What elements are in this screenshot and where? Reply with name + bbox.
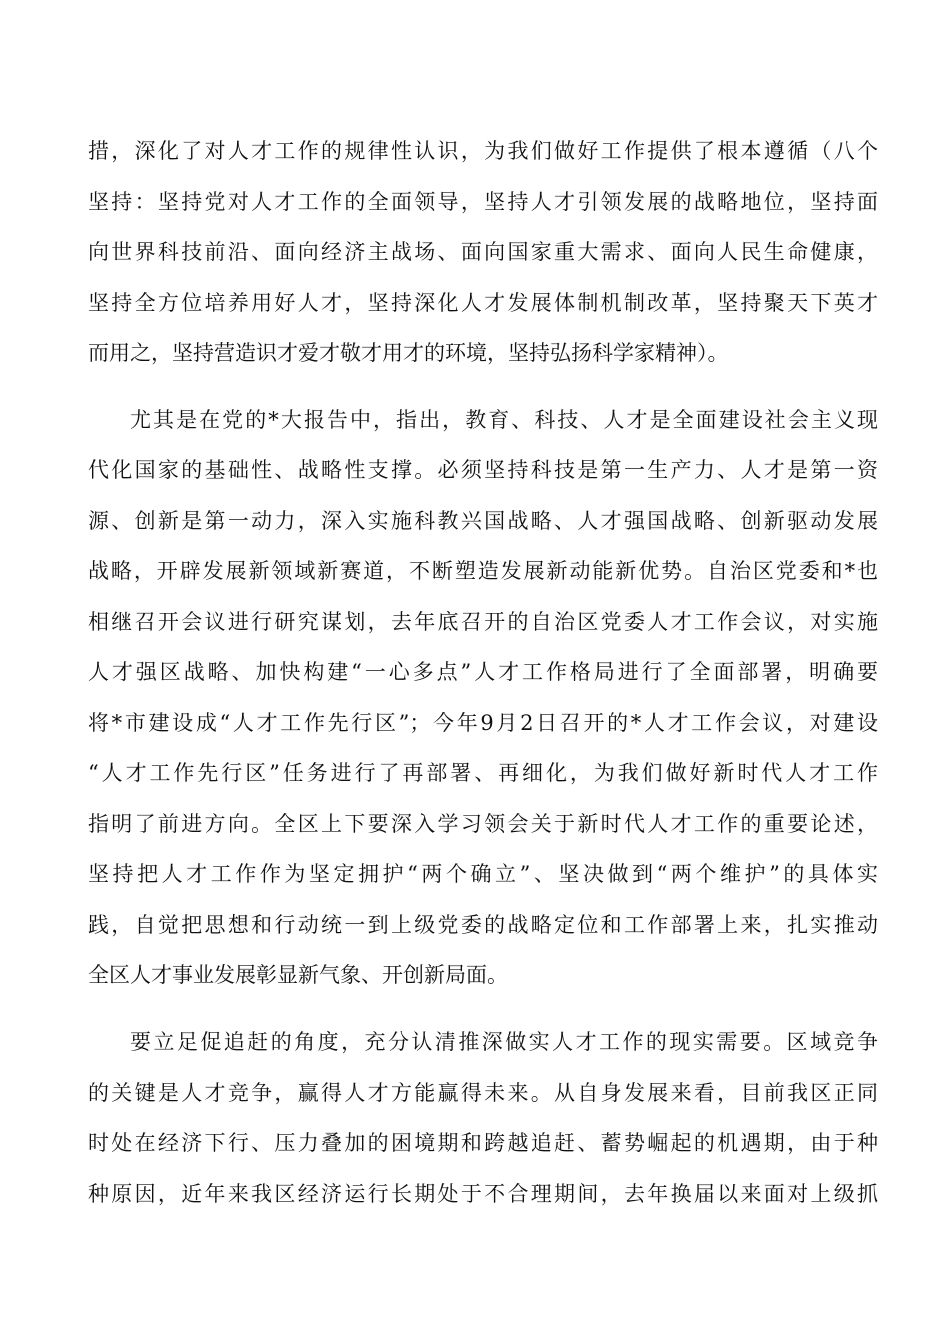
text-line: 的关键是人才竞争，赢得人才方能赢得未来。从自身发展来看，目前我区正同	[88, 1081, 878, 1105]
text-line: 尤其是在党的*大报告中，指出，教育、科技、人才是全面建设社会主义现	[130, 408, 878, 432]
text-line: 源、创新是第一动力，深入实施科教兴国战略、人才强国战略、创新驱动发展	[88, 509, 878, 533]
text-line: 措，深化了对人才工作的规律性认识，为我们做好工作提供了根本遵循（八个	[88, 139, 878, 163]
text-line: “人才工作先行区”任务进行了再部署、再细化，为我们做好新时代人才工作	[88, 761, 878, 785]
text-line: 时处在经济下行、压力叠加的困境期和跨越追赶、蓄势崛起的机遇期，由于种	[88, 1131, 878, 1155]
text-line: 代化国家的基础性、战略性支撑。必须坚持科技是第一生产力、人才是第一资	[88, 458, 878, 482]
text-line: 而用之，坚持营造识才爱才敬才用才的环境，坚持弘扬科学家精神）。	[88, 341, 729, 365]
text-line: 人才强区战略、加快构建“一心多点”人才工作格局进行了全面部署，明确要	[88, 660, 878, 684]
text-line: 坚持：坚持党对人才工作的全面领导，坚持人才引领发展的战略地位，坚持面	[88, 190, 878, 214]
text-line: 将*市建设成“人才工作先行区”；今年9月2日召开的*人才工作会议，对建设	[88, 711, 878, 735]
text-line: 全区人才事业发展彰显新气象、开创新局面。	[88, 963, 508, 987]
text-line: 坚持全方位培养用好人才，坚持深化人才发展体制机制改革，坚持聚天下英才	[88, 291, 878, 315]
text-line: 种原因，近年来我区经济运行长期处于不合理期间，去年换届以来面对上级抓	[88, 1182, 878, 1206]
text-line: 要立足促追赶的角度，充分认清推深做实人才工作的现实需要。区域竞争	[130, 1030, 878, 1054]
text-line: 向世界科技前沿、面向经济主战场、面向国家重大需求、面向人民生命健康，	[88, 240, 878, 264]
text-line: 坚持把人才工作作为坚定拥护“两个确立”、坚决做到“两个维护”的具体实	[88, 862, 878, 886]
text-line: 战略，开辟发展新领域新赛道，不断塑造发展新动能新优势。自治区党委和*也	[88, 559, 878, 583]
text-line: 相继召开会议进行研究谋划，去年底召开的自治区党委人才工作会议，对实施	[88, 610, 878, 634]
text-line: 指明了前进方向。全区上下要深入学习领会关于新时代人才工作的重要论述，	[88, 812, 878, 836]
text-line: 践，自觉把思想和行动统一到上级党委的战略定位和工作部署上来，扎实推动	[88, 913, 878, 937]
